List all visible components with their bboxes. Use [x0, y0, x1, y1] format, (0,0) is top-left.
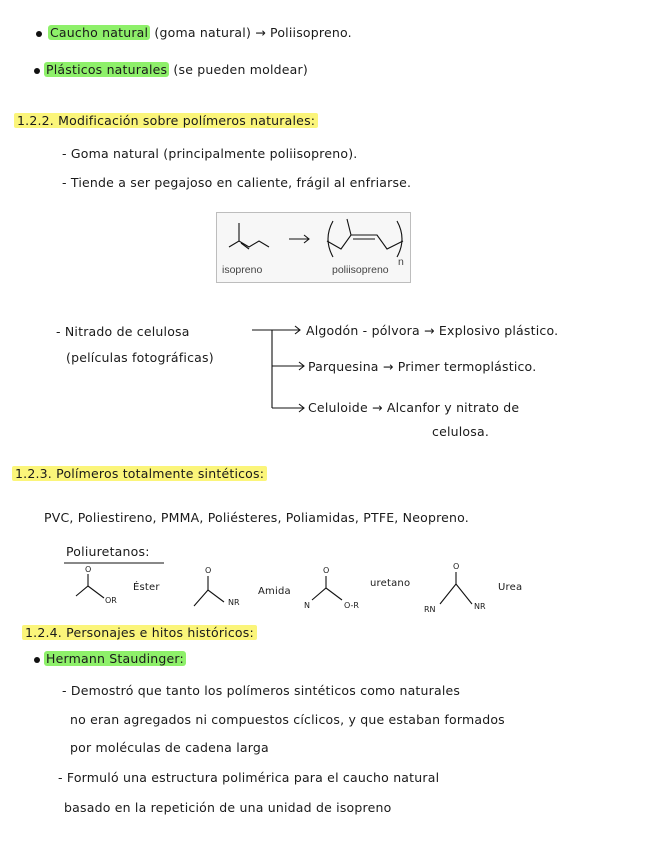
- label-poliisopreno: poliisopreno: [332, 264, 389, 276]
- branch-parquesina: Parquesina → Primer termoplástico.: [308, 359, 537, 374]
- heading-1-2-3-text: 1.2.3. Polímeros totalmente sintéticos:: [12, 466, 267, 481]
- nitrado-title: - Nitrado de celulosa: [56, 324, 190, 339]
- label-ester: Éster: [133, 582, 160, 593]
- urethane-o: O: [323, 566, 330, 575]
- nitrado-subtitle: (películas fotográficas): [66, 350, 214, 365]
- urea-rn: RN: [424, 605, 436, 614]
- highlight-plasticos: Plásticos naturales: [46, 62, 168, 77]
- text-plasticos-rest: (se pueden moldear): [169, 62, 308, 77]
- urea-nr: NR: [474, 602, 486, 611]
- amide-nr: NR: [228, 598, 240, 607]
- ester-o: O: [85, 565, 92, 574]
- urethane-n: N: [304, 601, 310, 610]
- label-urea: Urea: [498, 582, 523, 593]
- branch-celuloide: Celuloide → Alcanfor y nitrato de: [308, 400, 520, 415]
- item-pegajoso: - Tiende a ser pegajoso en caliente, frágil al enfriarse.: [62, 175, 412, 190]
- heading-1-2-2-text: 1.2.2. Modificación sobre polímeros naturales:: [14, 113, 318, 128]
- urea-o: O: [453, 562, 460, 571]
- staudinger-p2a: - Formuló una estructura polimérica para el caucho natural: [58, 770, 440, 785]
- label-uretano: uretano: [370, 578, 411, 589]
- item-goma-natural: - Goma natural (principalmente poliisopreno).: [62, 146, 358, 161]
- label-isopreno: isopreno: [222, 264, 263, 276]
- bullet: [34, 657, 40, 663]
- staudinger-line: [44, 651, 186, 667]
- highlight-staudinger: Hermann Staudinger:: [46, 651, 184, 666]
- staudinger-p1b: no eran agregados ni compuestos cíclicos, y que estaban formados: [70, 712, 505, 727]
- heading-1-2-4: [22, 625, 257, 641]
- ester-or: OR: [105, 596, 117, 605]
- amide-skeleton: [194, 590, 224, 606]
- staudinger-p2b: basado en la repetición de una unidad de isopreno: [64, 800, 392, 815]
- label-amida: Amida: [258, 586, 291, 597]
- branch-celuloide-cont: celulosa.: [432, 424, 490, 439]
- urethane-or: O-R: [344, 601, 359, 610]
- synthetic-list: PVC, Poliestireno, PMMA, Poliésteres, Poliamidas, PTFE, Neopreno.: [44, 510, 469, 525]
- ester-skeleton: [76, 586, 104, 598]
- branch-algodon: Algodón - pólvora → Explosivo plástico.: [306, 323, 559, 338]
- heading-1-2-4-text: 1.2.4. Personajes e hitos históricos:: [22, 625, 257, 640]
- highlight-caucho: Caucho natural: [50, 25, 149, 40]
- urea-skeleton: [440, 584, 472, 604]
- urethane-skeleton: [312, 588, 342, 600]
- amide-o: O: [205, 566, 212, 575]
- staudinger-p1c: por moléculas de cadena larga: [70, 740, 269, 755]
- poliuretanos-label: Poliuretanos:: [66, 544, 150, 559]
- staudinger-p1a: - Demostró que tanto los polímeros sintéticos como naturales: [62, 683, 461, 698]
- label-n: n: [398, 256, 404, 268]
- text-caucho-rest: (goma natural) → Poliisopreno.: [150, 25, 352, 40]
